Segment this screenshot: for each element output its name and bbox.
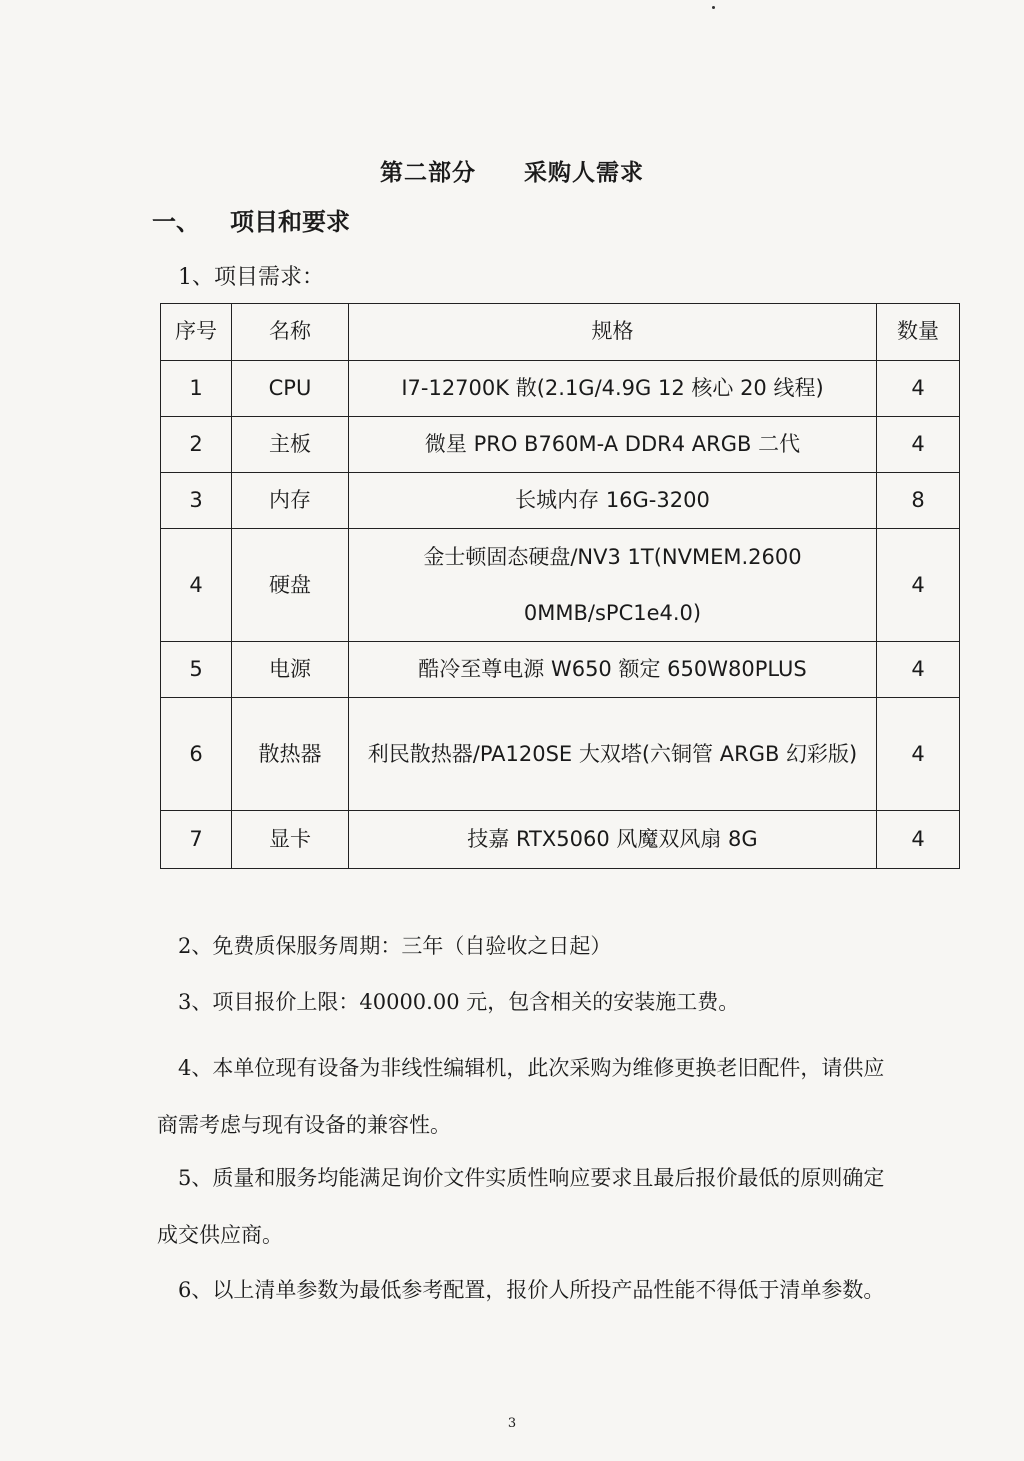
- table-row: [161, 698, 960, 811]
- header-number: 序号: [161, 304, 232, 361]
- part-label: 第二部分: [380, 160, 476, 186]
- paragraph-selection-principle: 5、质量和服务均能满足询价文件实质性响应要求且最后报价最低的原则确定成交供应商。: [157, 1166, 885, 1247]
- header-quantity: 数量: [877, 304, 960, 361]
- row-spec: 技嘉 RTX5060 风魔双风扇 8G: [349, 811, 877, 869]
- paragraph-compatibility: 4、本单位现有设备为非线性编辑机，此次采购为维修更换老旧配件，请供应商需考虑与现有设备的兼容性。: [157, 1056, 885, 1137]
- requirements-table: [160, 303, 960, 869]
- row-quantity: 4: [877, 361, 960, 417]
- table-row: [161, 811, 960, 869]
- part-name: 采购人需求: [524, 160, 644, 186]
- row-quantity: 4: [877, 529, 960, 642]
- page-number: 3: [507, 1416, 517, 1431]
- project-requirements-label: 1、项目需求：: [178, 265, 324, 290]
- row-name: 主板: [232, 417, 349, 473]
- row-number: 2: [161, 417, 232, 473]
- scan-speck: [712, 6, 715, 9]
- row-spec: 微星 PRO B760M-A DDR4 ARGB 二代: [349, 417, 877, 473]
- row-quantity: 8: [877, 473, 960, 529]
- row-spec-text: 利民散热器/PA120SE 大双塔(六铜管 ARGB 幻彩版): [367, 742, 858, 766]
- table-header-row: [161, 304, 960, 361]
- row-name: 硬盘: [232, 529, 349, 642]
- header-spec: 规格: [349, 304, 877, 361]
- row-number: 1: [161, 361, 232, 417]
- table-row: [161, 417, 960, 473]
- section-title: 项目和要求: [230, 208, 350, 236]
- table-row: [161, 642, 960, 698]
- row-number: 7: [161, 811, 232, 869]
- row-spec: I7-12700K 散(2.1G/4.9G 12 核心 20 线程): [349, 361, 877, 417]
- row-name: CPU: [232, 361, 349, 417]
- row-number: 5: [161, 642, 232, 698]
- row-name: 电源: [232, 642, 349, 698]
- row-spec: [349, 529, 877, 642]
- paragraph-text: 3、项目报价上限：40000.00 元，包含相关的安装施工费。: [178, 990, 740, 1014]
- row-number: 4: [161, 529, 232, 642]
- row-name: 显卡: [232, 811, 349, 869]
- row-spec-text: 金士顿固态硬盘/NV3 1T(NVMEM.26000MMB/sPC1e4.0): [423, 545, 802, 625]
- part-title: [0, 154, 1024, 187]
- row-spec: 酷冷至尊电源 W650 额定 650W80PLUS: [349, 642, 877, 698]
- table-row: [161, 473, 960, 529]
- row-name: 内存: [232, 473, 349, 529]
- row-spec: 长城内存 16G-3200: [349, 473, 877, 529]
- section-number: 一、: [152, 208, 200, 236]
- header-name: 名称: [232, 304, 349, 361]
- paragraph-minimum-config: 6、以上清单参数为最低参考配置，报价人所投产品性能不得低于清单参数。: [178, 1278, 885, 1302]
- row-quantity: 4: [877, 642, 960, 698]
- section-heading: [152, 202, 350, 237]
- table-row: [161, 361, 960, 417]
- row-name: 散热器: [232, 698, 349, 811]
- row-number: 3: [161, 473, 232, 529]
- paragraph-text: 2、免费质保服务周期：三年（自验收之日起）: [178, 934, 612, 958]
- row-quantity: 4: [877, 417, 960, 473]
- row-quantity: 4: [877, 811, 960, 869]
- row-quantity: 4: [877, 698, 960, 811]
- table-row: [161, 529, 960, 642]
- row-number: 6: [161, 698, 232, 811]
- row-spec: [349, 698, 877, 811]
